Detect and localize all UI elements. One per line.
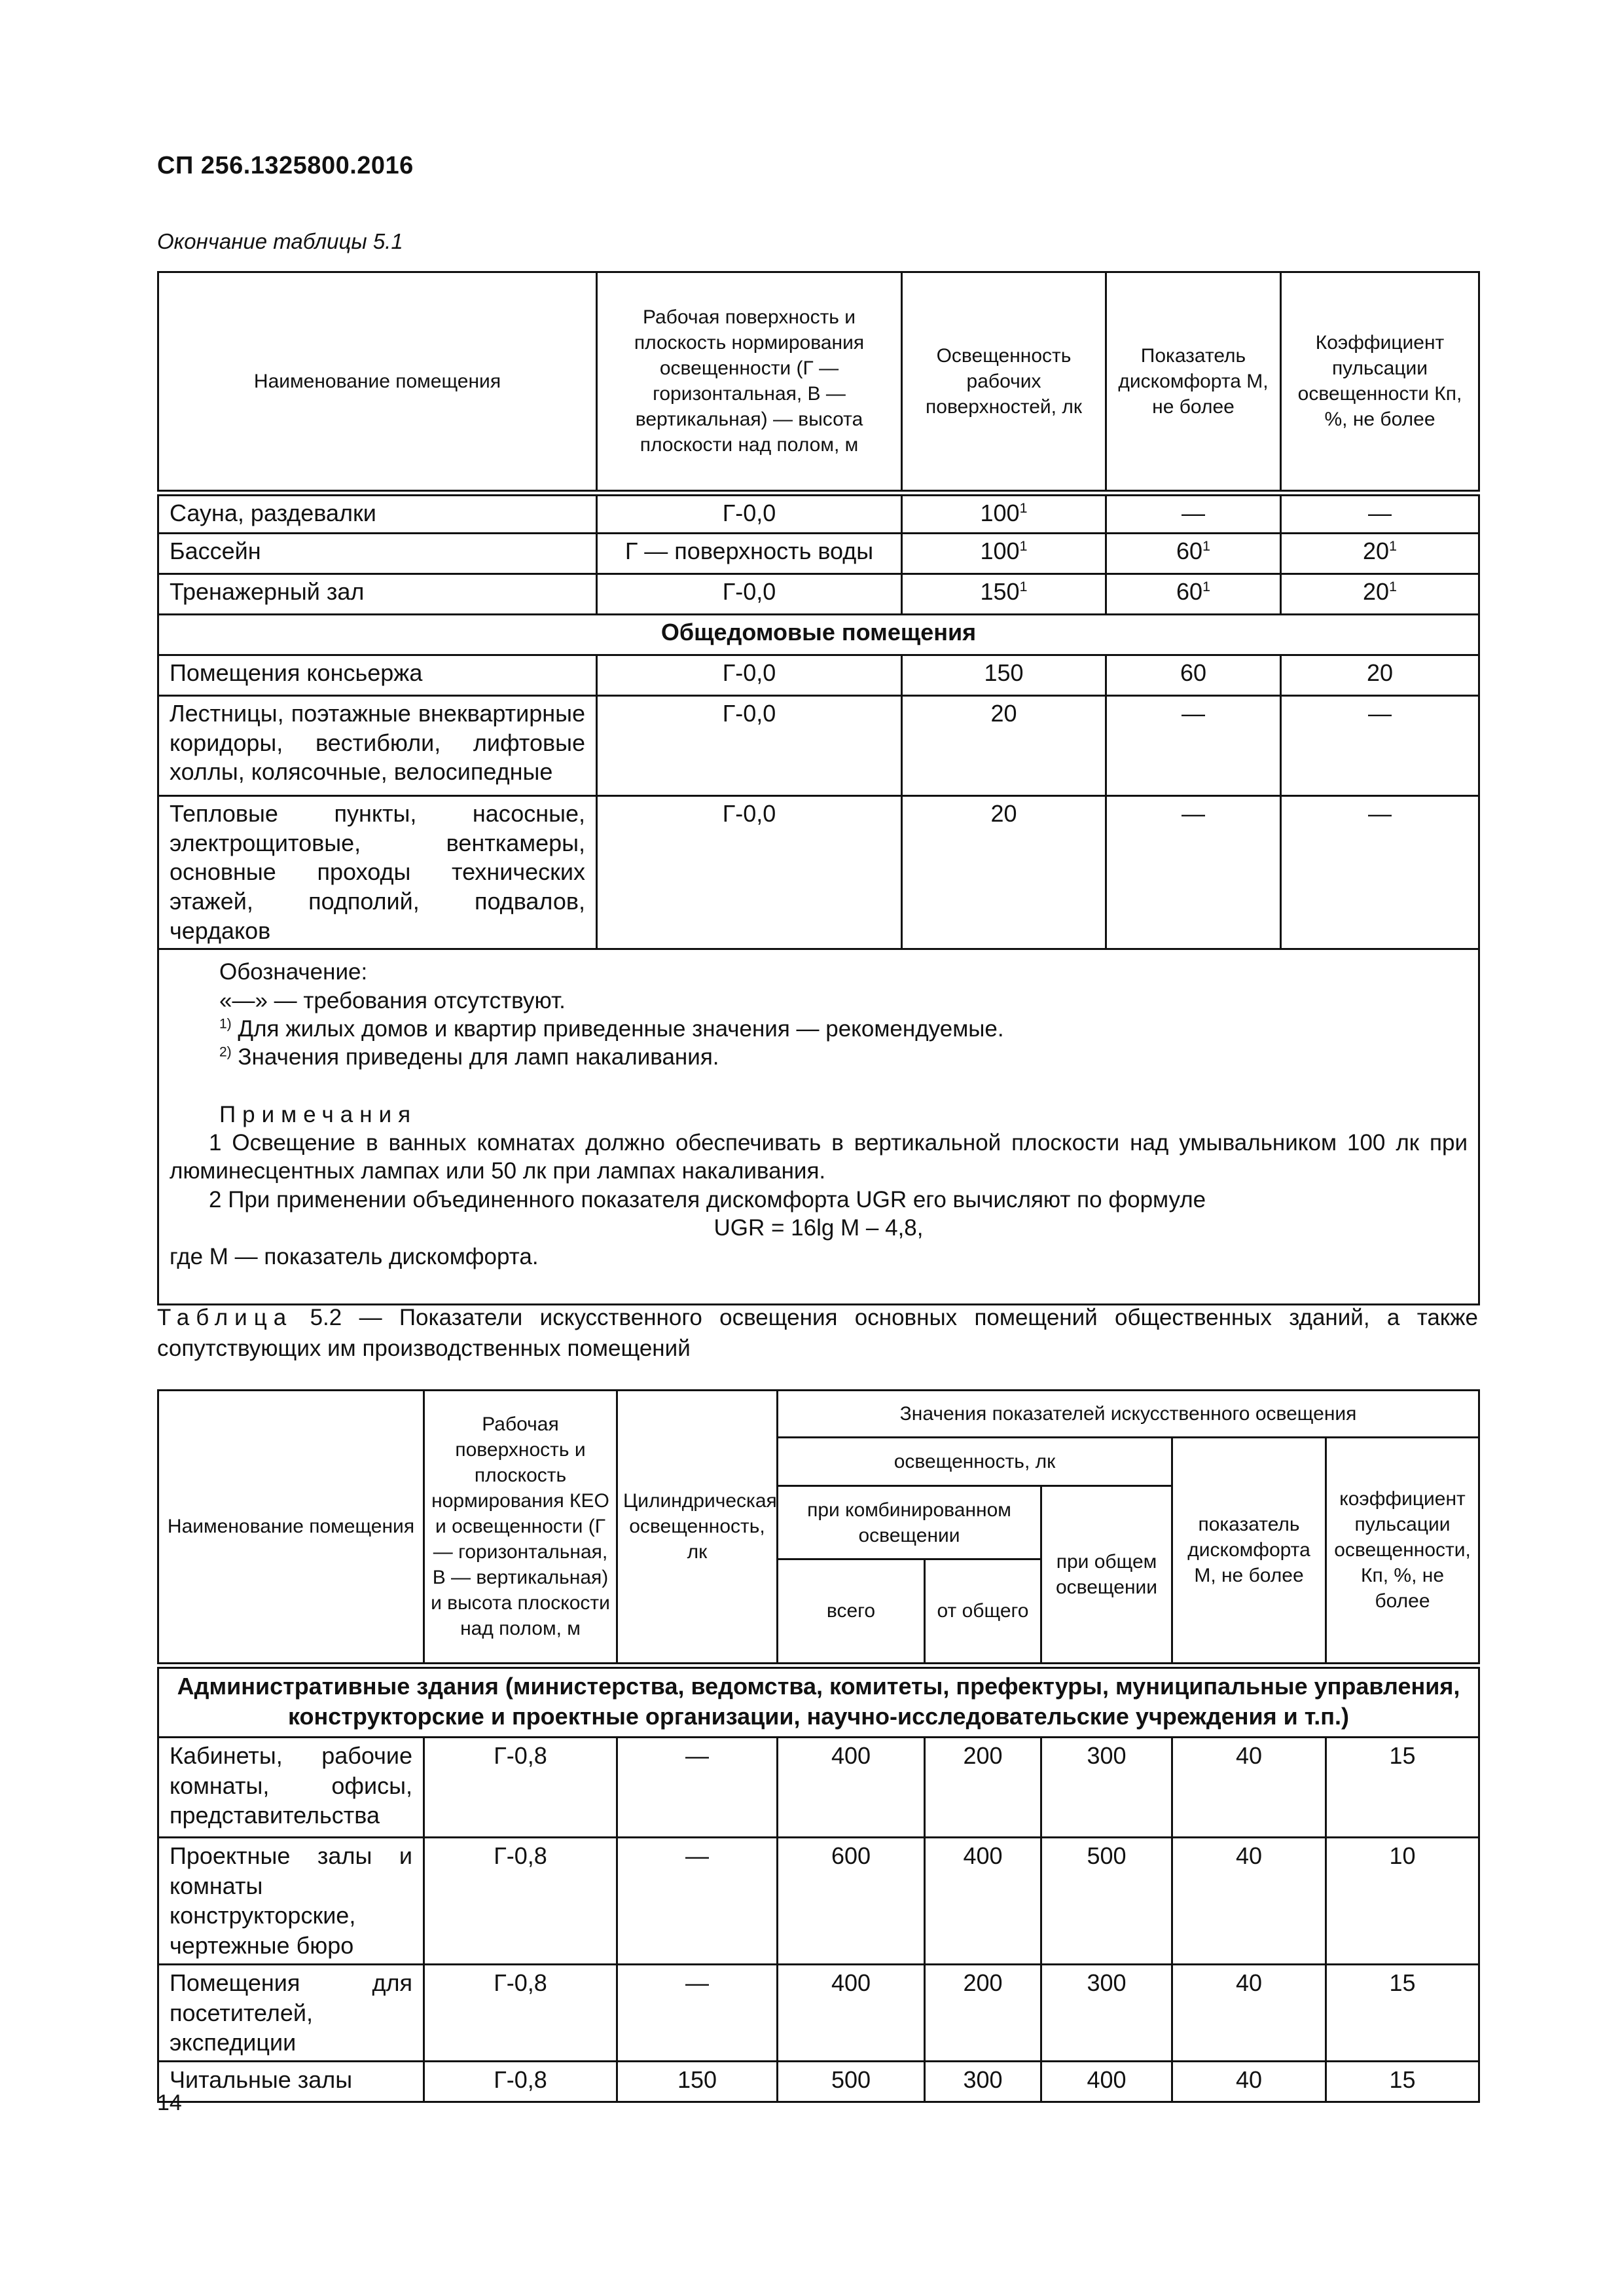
- col-header-pulsation: коэффициент пульсации освещенности, Кп, %, не более: [1326, 1438, 1479, 1666]
- col-header-illuminance: Освещенность рабочих поверхностей, лк: [902, 272, 1106, 493]
- cell-surface: Г-0,0: [597, 696, 902, 796]
- cell-surface: Г-0,8: [424, 1838, 617, 1965]
- cell-pulsation: $20^1$: [1281, 534, 1479, 574]
- cell-room: Читальные залы: [158, 2062, 424, 2102]
- cell-surface: Г-0,8: [424, 2062, 617, 2102]
- table-row: [158, 2062, 1479, 2102]
- table-5-1: [157, 271, 1480, 1305]
- cell-discomfort: $60^1$: [1106, 574, 1281, 615]
- table-notes: [158, 949, 1479, 1305]
- cell-total: 400: [778, 1964, 925, 2061]
- footnote-1: $^{1)}$ Для жилых домов и квартир приведенные значения — рекомендуемые.: [219, 1015, 1004, 1042]
- cell-room: Тепловые пункты, насосные, электрощитовые, венткамеры, основные проходы технических этажей, подполий, подвалов, чердаков: [158, 796, 597, 949]
- cell-from-general: 300: [925, 2062, 1041, 2102]
- section-row: [158, 615, 1479, 655]
- cell-general: 500: [1041, 1838, 1172, 1965]
- notes-row: [158, 949, 1479, 1305]
- col-header-illuminance: освещенность, лк: [778, 1438, 1172, 1486]
- cell-pulsation: —: [1281, 493, 1479, 534]
- col-header-total: всего: [778, 1559, 925, 1666]
- cell-surface: Г — поверхность воды: [597, 534, 902, 574]
- col-header-combined: при комбинированном освещении: [778, 1486, 1041, 1559]
- cell-discomfort: 40: [1172, 2062, 1326, 2102]
- cell-surface: Г-0,0: [597, 655, 902, 696]
- cell-surface: Г-0,0: [597, 574, 902, 615]
- cell-discomfort: 60: [1106, 655, 1281, 696]
- table-row: [158, 1964, 1479, 2061]
- cell-room: Проектные залы и комнаты конструкторские, чертежные бюро: [158, 1838, 424, 1965]
- cell-cylindrical: —: [617, 1738, 778, 1838]
- cell-general: 300: [1041, 1738, 1172, 1838]
- cell-general: 300: [1041, 1964, 1172, 2061]
- footnote-mark: 1: [1202, 538, 1211, 554]
- cell-room: Сауна, раздевалки: [158, 493, 597, 534]
- table-row: [158, 696, 1479, 796]
- cell-illuminance: 20: [902, 796, 1106, 949]
- cell-illuminance: 150: [902, 655, 1106, 696]
- notes-title: Примечания: [219, 1101, 418, 1127]
- cell-room: Тренажерный зал: [158, 574, 597, 615]
- page-number: 14: [157, 2090, 182, 2115]
- cell-from-general: 400: [925, 1838, 1041, 1965]
- cell-room: Помещения для посетителей, экспедиции: [158, 1964, 424, 2061]
- cell-pulsation: —: [1281, 696, 1479, 796]
- cell-discomfort: 40: [1172, 1964, 1326, 2061]
- col-header-cylindrical: Цилиндрическая освещенность, лк: [617, 1391, 778, 1666]
- table-row: [158, 493, 1479, 534]
- designation-dash: «—» — требования отсутствуют.: [219, 987, 566, 1013]
- table-row: [158, 574, 1479, 615]
- cell-pulsation: 15: [1326, 2062, 1479, 2102]
- col-header-room: Наименование помещения: [158, 1391, 424, 1666]
- cell-total: 500: [778, 2062, 925, 2102]
- table-continuation-caption: Окончание таблицы 5.1: [157, 229, 403, 253]
- cell-general: 400: [1041, 2062, 1172, 2102]
- cell-surface: Г-0,8: [424, 1964, 617, 2061]
- col-header-surface: Рабочая поверхность и плоскость нормирования освещенности (Г — горизонтальная, В — вертикальная) — высота плоскости над полом, м: [597, 272, 902, 493]
- footnote-mark: 1: [1389, 538, 1398, 554]
- cell-room: Лестницы, поэтажные внеквартирные коридоры, вестибюли, лифтовые холлы, колясочные, велосипедные: [158, 696, 597, 796]
- cell-from-general: 200: [925, 1964, 1041, 2061]
- cell-illuminance: $150^1$: [902, 574, 1106, 615]
- table-row: [158, 1738, 1479, 1838]
- cell-discomfort: —: [1106, 796, 1281, 949]
- table-row: [158, 534, 1479, 574]
- table-row: [158, 796, 1479, 949]
- col-header-group: Значения показателей искусственного освещения: [778, 1391, 1479, 1438]
- col-header-room: Наименование помещения: [158, 272, 597, 493]
- col-header-surface: Рабочая поверхность и плоскость нормирования КЕО и освещенности (Г — горизонтальная, В — вертикальная) и высота плоскости над полом, м: [424, 1391, 617, 1666]
- table-5-2: [157, 1389, 1480, 2103]
- section-heading: Общедомовые помещения: [158, 615, 1479, 655]
- table-row: [158, 655, 1479, 696]
- formula-where: где М — показатель дискомфорта.: [170, 1243, 539, 1269]
- footnote-mark: 1: [1389, 578, 1398, 594]
- note-1: 1 Освещение в ванных комнатах должно обеспечивать в вертикальной плоскости над умывальником 100 лк при люминесцентных лампах или 50 лк при лампах накаливания.: [170, 1130, 1468, 1184]
- cell-surface: Г-0,0: [597, 493, 902, 534]
- cell-discomfort: —: [1106, 493, 1281, 534]
- footnote-mark: 1: [1202, 578, 1211, 594]
- footnote-mark: 1: [1019, 538, 1028, 554]
- formula: UGR = 16lg M – 4,8,: [713, 1215, 924, 1241]
- cell-illuminance: 20: [902, 696, 1106, 796]
- footnote-mark: 1: [1019, 499, 1028, 516]
- col-header-from-general: от общего: [925, 1559, 1041, 1666]
- cell-room: Кабинеты, рабочие комнаты, офисы, представительства: [158, 1738, 424, 1838]
- cell-total: 400: [778, 1738, 925, 1838]
- cell-surface: Г-0,8: [424, 1738, 617, 1838]
- cell-illuminance: $100^1$: [902, 534, 1106, 574]
- cell-pulsation: 20: [1281, 655, 1479, 696]
- table-header-row: [158, 272, 1479, 493]
- cell-room: Бассейн: [158, 534, 597, 574]
- cell-pulsation: —: [1281, 796, 1479, 949]
- cell-pulsation: $20^1$: [1281, 574, 1479, 615]
- cell-discomfort: 40: [1172, 1738, 1326, 1838]
- section-heading: Административные здания (министерства, ведомства, комитеты, префектуры, муниципальные управления, конструкторские и проектные организации, научно-исследовательские учреждения и т.п.): [158, 1666, 1479, 1738]
- document-code: СП 256.1325800.2016: [157, 152, 414, 179]
- note-2: 2 При применении объединенного показателя дискомфорта UGR его вычисляют по формуле: [209, 1186, 1206, 1212]
- footnote-mark: 1: [1019, 578, 1028, 594]
- cell-cylindrical: —: [617, 1964, 778, 2061]
- cell-surface: Г-0,0: [597, 796, 902, 949]
- table-row: [158, 1838, 1479, 1965]
- cell-pulsation: 15: [1326, 1964, 1479, 2061]
- table-5-2-caption: Таблица 5.2 — Показатели искусственного освещения основных помещений общественных зданий, а также сопутствующих им производственных помещений: [157, 1305, 1479, 1361]
- footnote-2: $^{2)}$ Значения приведены для ламп накаливания.: [219, 1044, 719, 1070]
- cell-pulsation: 15: [1326, 1738, 1479, 1838]
- cell-room: Помещения консьержа: [158, 655, 597, 696]
- cell-discomfort: $60^1$: [1106, 534, 1281, 574]
- col-header-general: при общем освещении: [1041, 1486, 1172, 1666]
- cell-discomfort: 40: [1172, 1838, 1326, 1965]
- cell-total: 600: [778, 1838, 925, 1965]
- cell-cylindrical: —: [617, 1838, 778, 1965]
- designation-title: Обозначение:: [219, 959, 368, 985]
- cell-illuminance: $100^1$: [902, 493, 1106, 534]
- col-header-discomfort: Показатель дискомфорта М, не более: [1106, 272, 1281, 493]
- cell-from-general: 200: [925, 1738, 1041, 1838]
- col-header-discomfort: показатель дискомфорта М, не более: [1172, 1438, 1326, 1666]
- cell-cylindrical: 150: [617, 2062, 778, 2102]
- section-row: [158, 1666, 1479, 1738]
- cell-pulsation: 10: [1326, 1838, 1479, 1965]
- cell-discomfort: —: [1106, 696, 1281, 796]
- col-header-pulsation: Коэффициент пульсации освещенности Кп, %, не более: [1281, 272, 1479, 493]
